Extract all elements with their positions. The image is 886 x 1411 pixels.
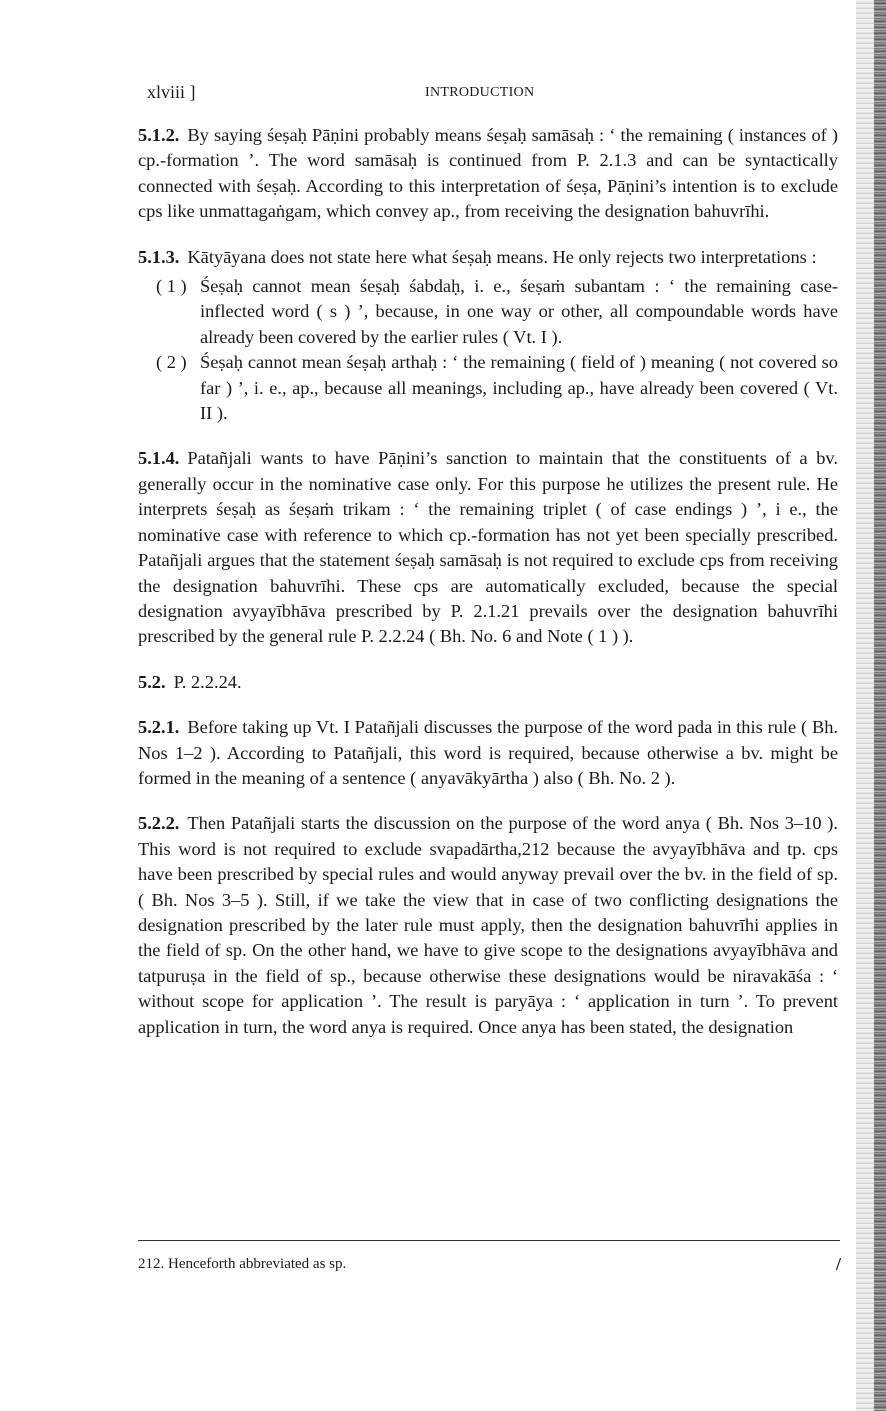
page-number: xlviii ] — [147, 82, 196, 102]
page-edge-dark — [874, 0, 886, 1411]
paragraph-text: Kātyāyana does not state here what śeṣaḥ means. He only rejects two interpretations : — [187, 246, 817, 267]
list-item-text: Śeṣaḥ cannot mean śeṣaḥ śabdaḥ, i. e., śeṣaṁ subantam : ‘ the remaining case-inflected word ( s ) ’, because, in one way or other, all compoundable words have already been covered by the earlier rules ( Vt. I ). — [200, 276, 838, 347]
paragraph-5-2-1 — [138, 715, 838, 791]
list-item-label: ( 2 ) — [156, 352, 187, 373]
paragraph-5-2-2 — [138, 811, 838, 1040]
section-number: 5.2.1. — [138, 717, 180, 738]
section-number: 5.2. — [138, 671, 166, 692]
paragraph-5-1-3 — [138, 245, 838, 270]
paragraph-text: Then Patañjali starts the discussion on the purpose of the word anya ( Bh. Nos 3–10 ). This word is not required to exclude svapadārtha,212 because the avyayībhāva and tp. cps have been prescribed by special rules and would anyway prevail over the bv. in the field of sp. ( Bh. Nos 3–5 ). Still, if we take the view that in case of two conflicting designations the designation prescribed by the later rule must apply, then the designation bahuvrīhi applies in the field of sp. On the other hand, we have to give scope to the designations avyayībhāva and tatpuruṣa in the field of sp., because otherwise these designations would be niravakāśa : ‘ without scope for application ’. The result is paryāya : ‘ application in turn ’. To prevent application in turn, the word anya is required. Once anya has been stated, the designation — [138, 813, 838, 1037]
running-header — [138, 82, 838, 112]
list-item — [138, 274, 838, 350]
list-item — [138, 350, 838, 426]
paragraph-text: P. 2.2.24. — [173, 671, 242, 692]
paragraph-5-2 — [138, 670, 838, 695]
paragraph-5-1-2 — [138, 123, 838, 225]
interpretation-list — [138, 274, 838, 426]
margin-mark: / — [836, 1254, 842, 1274]
section-number: 5.1.3. — [138, 246, 180, 267]
running-title: INTRODUCTION — [425, 85, 535, 100]
main-text — [138, 123, 838, 1060]
paragraph-text: By saying śeṣaḥ Pāṇini probably means śeṣaḥ samāsaḥ : ‘ the remaining ( instances of ) cp.-formation ’. The word samāsaḥ is continued from P. 2.1.3 and can be syntactically connected with śeṣaḥ. According to this interpretation of śeṣa, Pāṇini’s intention is to exclude cps like unmattagaṅgam, which convey ap., from receiving the designation bahuvrīhi. — [138, 125, 838, 222]
paragraph-text: Before taking up Vt. I Patañjali discusses the purpose of the word pada in this rule ( Bh. Nos 1–2 ). According to Patañjali, this word is required, because otherwise a bv. might be formed in the meaning of a sentence ( anyavākyārtha ) also ( Bh. No. 2 ). — [138, 717, 838, 788]
list-item-text: Śeṣaḥ cannot mean śeṣaḥ arthaḥ : ‘ the remaining ( field of ) meaning ( not covered so far ) ’, i. e., ap., because all meanings, including ap., have already been covered ( Vt. II ). — [200, 352, 838, 424]
section-number: 5.2.2. — [138, 813, 180, 834]
footnote: 212. Henceforth abbreviated as sp. — [138, 1256, 347, 1272]
paragraph-5-1-4 — [138, 446, 838, 649]
section-number: 5.1.4. — [138, 448, 180, 469]
section-number: 5.1.2. — [138, 125, 180, 145]
footnote-divider — [138, 1240, 840, 1241]
list-item-label: ( 1 ) — [156, 276, 187, 297]
paragraph-text: Patañjali wants to have Pāṇini’s sanction to maintain that the constituents of a bv. generally occur in the nominative case only. For this purpose he utilizes the present rule. He interprets śeṣaḥ as śeṣaṁ trikam : ‘ the remaining triplet ( of case endings ) ’, i e., the nominative case with reference to which cp.-formation has not yet been specially prescribed. Patañjali argues that the statement śeṣaḥ samāsaḥ is not required to exclude cps from receiving the designation bahuvrīhi. These cps are automatically excluded, because the special designation avyayībhāva prescribed by P. 2.1.21 prevails over the designation bahuvrīhi prescribed by the general rule P. 2.2.24 ( Bh. No. 6 and Note ( 1 ) ). — [138, 448, 838, 647]
